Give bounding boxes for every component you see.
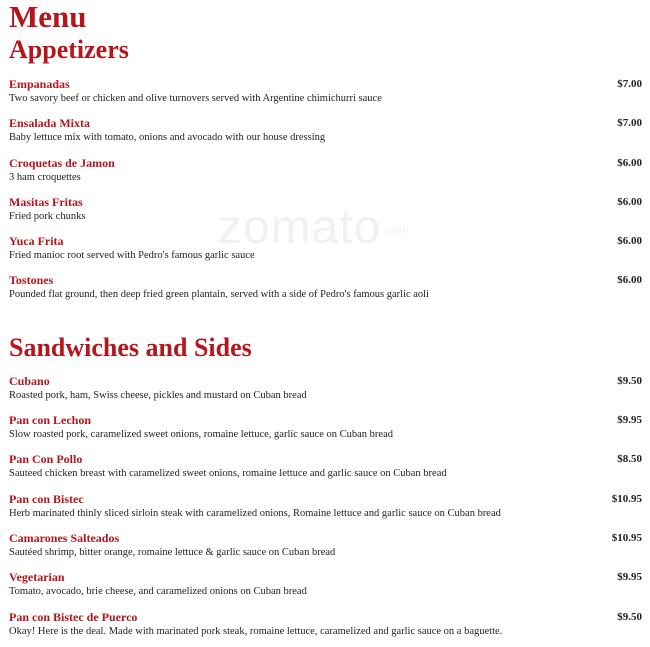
item-name: Pan Con Pollo [9, 452, 83, 467]
item-name: Empanadas [9, 77, 70, 91]
item-price: $6.00 [617, 195, 642, 208]
item-name: Masitas Fritas [9, 194, 83, 209]
item-description: Slow roasted pork, caramelized sweet onions, romaine lettuce, garlic sauce on Cuban bread [9, 429, 393, 441]
item-name: Pan con Bistec [9, 491, 84, 506]
item-price: $9.50 [617, 610, 642, 623]
item-description: Herb marinated thinly sliced sirloin steak with caramelized onions, Romaine lettuce and garlic sauce on Cuban bread [9, 507, 501, 519]
item-description: Tomato, avocado, brie cheese, and caramelized onions on Cuban bread [9, 586, 307, 598]
menu-item [9, 75, 642, 114]
item-price: $7.00 [617, 78, 642, 90]
menu-page [9, 0, 642, 647]
item-name: Yuca Frita [9, 234, 64, 249]
item-description: Sauteed chicken breast with caramelized sweet onions, romaine lettuce and garlic sauce on Cuban bread [9, 468, 447, 480]
menu-item [9, 154, 642, 193]
appetizers-list [9, 75, 642, 311]
item-price: $10.95 [611, 531, 642, 544]
menu-item [9, 193, 642, 232]
item-description: 3 ham croquettes [9, 171, 81, 183]
item-price: $9.95 [617, 571, 642, 584]
item-description: Baby lettuce mix with tomato, onions and avocado with our house dressing [9, 132, 326, 144]
menu-item [9, 450, 642, 489]
item-price: $6.00 [617, 156, 642, 169]
item-price: $6.00 [617, 274, 642, 287]
item-description: Two savory beef or chicken and olive turnovers served with Argentine chimichurri sauce [9, 93, 382, 104]
item-name: Camarones Salteados [9, 530, 120, 545]
item-description: Okay! Here is the deal. Made with marinated pork steak, romaine lettuce, caramelized and garlic sauce on a baguette. [9, 625, 503, 637]
item-price: $8.50 [617, 453, 642, 466]
menu-item [9, 232, 642, 271]
menu-item [9, 114, 642, 153]
menu-item [9, 490, 642, 529]
section-title-sandwiches: Sandwiches and Sides [9, 332, 252, 362]
menu-item [9, 568, 642, 607]
item-name: Vegetarian [9, 570, 65, 585]
item-price: $7.00 [617, 117, 642, 130]
item-name: Ensalada Mixta [9, 116, 91, 131]
item-name: Croquetas de Jamon [9, 155, 115, 170]
item-description: Fried pork chunks [9, 210, 86, 222]
item-description: Roasted pork, ham, Swiss cheese, pickles and mustard on Cuban bread [9, 389, 307, 401]
item-description: Fried manioc root served with Pedro's famous garlic sauce [9, 250, 255, 262]
item-name: Pan con Bistec de Puerco [9, 609, 138, 624]
item-price: $9.95 [617, 414, 642, 427]
menu-item [9, 529, 642, 568]
item-price: $6.00 [617, 235, 642, 248]
menu-item [9, 411, 642, 450]
sandwiches-list [9, 372, 642, 647]
item-name: Pan con Lechon [9, 413, 92, 428]
menu-item [9, 372, 642, 411]
page-title: Menu [9, 0, 87, 34]
item-description: Pounded flat ground, then deep fried green plantain, served with a side of Pedro's famous garlic aoli [9, 289, 430, 301]
item-description: Sautéed shrimp, bitter orange, romaine lettuce & garlic sauce on Cuban bread [9, 546, 336, 558]
item-price: $10.95 [611, 492, 642, 505]
section-title-appetizers: Appetizers [9, 35, 129, 64]
menu-item [9, 608, 642, 647]
item-name: Tostones [9, 273, 54, 288]
zomato-watermark: zomato.com [218, 201, 410, 254]
menu-item [9, 271, 642, 310]
item-name: Cubano [9, 373, 50, 388]
item-price: $9.50 [617, 374, 642, 387]
